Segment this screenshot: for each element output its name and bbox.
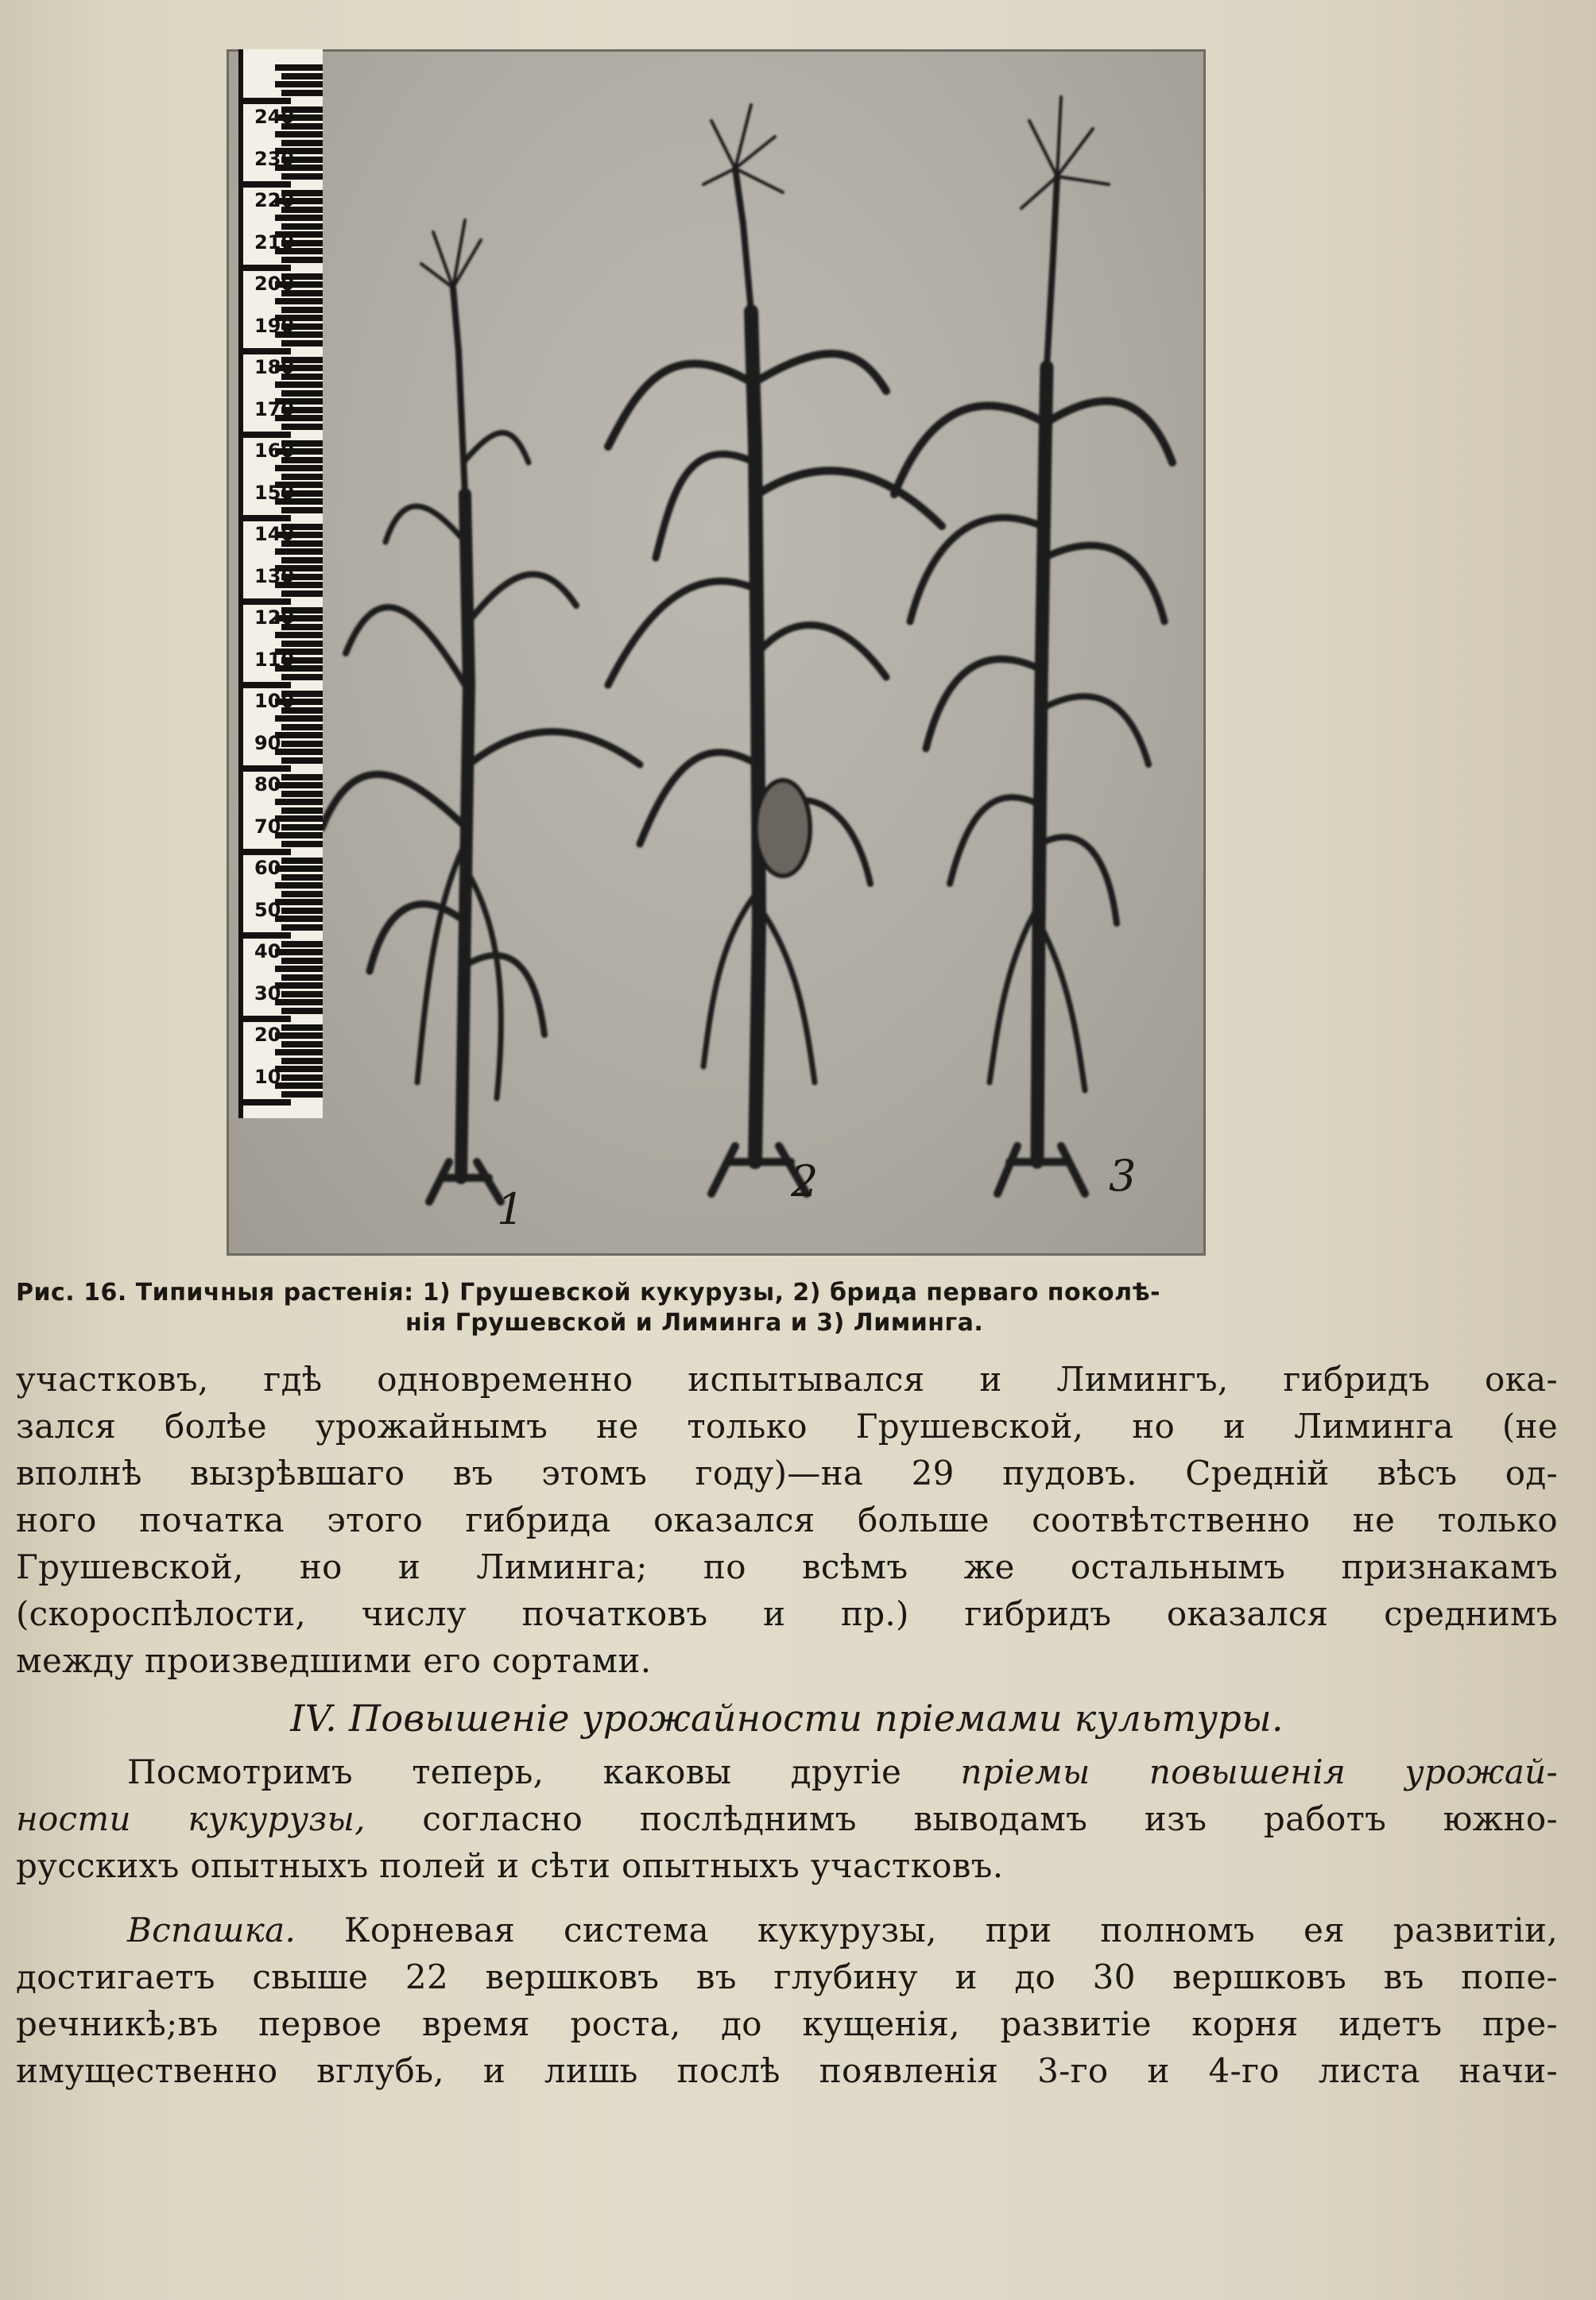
text-span: Посмотримъ теперь, каковы другіе <box>127 1752 961 1791</box>
text-line: речникѣ;въ первое время роста, до кущенія, развитіе корня идетъ пре- <box>16 2004 1558 2043</box>
ruler-label: 130 <box>254 564 295 587</box>
ruler-label: 20 <box>254 1024 281 1046</box>
ruler-label: 90 <box>254 731 281 754</box>
ruler-tick <box>275 632 323 638</box>
ruler-tick <box>243 932 291 939</box>
ruler-tick <box>281 73 323 79</box>
ruler-tick <box>281 674 323 680</box>
text-line: зался болѣе урожайнымъ не только Грушевской, но и Лиминга (не <box>16 1407 1558 1446</box>
ruler-tick <box>281 1008 323 1014</box>
text-span: согласно послѣднимъ выводамъ изъ работъ южно- <box>365 1799 1558 1838</box>
ruler-tick <box>281 474 323 480</box>
ruler-tick <box>275 1032 323 1039</box>
text-line: ного початка этого гибрида оказался больше соотвѣтственно не только <box>16 1500 1558 1539</box>
italic-phrase: пріемы повышенія урожай- <box>960 1752 1559 1791</box>
text-line: Грушевской, но и Лиминга; по всѣмъ же остальнымъ признакамъ <box>16 1547 1558 1586</box>
ruler-label: 70 <box>254 815 281 838</box>
ruler-label: 140 <box>254 523 295 545</box>
ruler-tick <box>243 1099 291 1105</box>
plant-number-3: 3 <box>1109 1151 1137 1201</box>
ruler-label: 220 <box>254 189 295 211</box>
ruler-tick <box>243 98 291 104</box>
ruler-tick <box>275 381 323 388</box>
ruler-label: 240 <box>254 106 295 128</box>
ruler-tick <box>281 507 323 513</box>
ruler-tick <box>281 1041 323 1047</box>
ruler-tick <box>281 974 323 981</box>
italic-phrase: ности кукурузы, <box>16 1799 366 1838</box>
ruler-tick <box>281 1024 323 1031</box>
ruler-tick <box>281 958 323 964</box>
maize-plants-photo <box>227 49 1206 1256</box>
ruler-tick <box>275 815 323 822</box>
ruler-tick <box>243 1016 291 1022</box>
ruler-tick <box>281 641 323 647</box>
ruler-tick <box>281 1074 323 1081</box>
ruler-tick <box>243 515 291 521</box>
ruler-tick <box>275 1082 323 1089</box>
ruler-label: 190 <box>254 314 295 337</box>
ruler-tick <box>281 741 323 747</box>
ruler-label: 180 <box>254 356 295 378</box>
ruler-label: 60 <box>254 857 281 879</box>
ruler-label: 210 <box>254 230 295 254</box>
ruler-tick <box>275 949 323 955</box>
ruler-tick <box>243 432 291 438</box>
ruler-tick <box>275 916 323 922</box>
ruler-label: 150 <box>254 481 295 504</box>
ruler-tick <box>275 982 323 989</box>
ruler-tick <box>281 557 323 563</box>
text-line: участковъ, гдѣ одновременно испытывался и Лимингъ, гибридъ ока- <box>16 1360 1558 1399</box>
ruler-tick <box>243 765 291 772</box>
ruler-tick <box>281 173 323 180</box>
ruler-tick <box>281 941 323 947</box>
ruler-tick <box>275 899 323 905</box>
ruler-label: 30 <box>254 982 281 1005</box>
ruler-tick <box>275 64 323 71</box>
ruler-tick <box>281 891 323 897</box>
text-span: Корневая система кукурузы, при полномъ ея развитіи, <box>296 1911 1558 1950</box>
caption-line-1: Рис. 16. Типичныя растенія: 1) Грушевской кукурузы, 2) брида перваго поколѣ- <box>16 1279 1161 1307</box>
figure-caption <box>16 1278 1590 1338</box>
ruler-label: 110 <box>254 648 295 671</box>
ruler-tick <box>281 874 323 881</box>
ruler-tick <box>275 882 323 889</box>
ruler-tick <box>281 257 323 263</box>
measuring-ruler <box>238 49 323 1118</box>
ruler-tick <box>281 424 323 430</box>
italic-term: Вспашка. <box>127 1911 296 1950</box>
ruler-tick <box>281 791 323 797</box>
ruler-tick <box>275 81 323 87</box>
text-line <box>16 1795 1558 1842</box>
ruler-tick <box>281 1058 323 1064</box>
ruler-label: 230 <box>254 147 295 170</box>
ruler-tick <box>281 90 323 96</box>
ruler-tick <box>275 966 323 972</box>
ruler-tick <box>243 265 291 271</box>
ruler-tick <box>281 307 323 313</box>
text-line: (скороспѣлости, числу початковъ и пр.) гибридъ оказался среднимъ <box>16 1594 1558 1633</box>
ruler-label: 120 <box>254 606 295 629</box>
ruler-tick <box>275 782 323 788</box>
ruler-tick <box>275 999 323 1005</box>
section-heading: IV. Повышеніе урожайности пріемами культуры. <box>290 1697 1284 1740</box>
ruler-tick <box>275 832 323 838</box>
caption-line-2: нія Грушевской и Лиминга и 3) Лиминга. <box>405 1309 984 1337</box>
ruler-tick <box>281 757 323 764</box>
ruler-tick <box>281 807 323 814</box>
ruler-tick <box>275 799 323 805</box>
text-line <box>16 1748 1558 1795</box>
text-line: имущественно вглубь, и лишь послѣ появленія 3-го и 4-го листа начи- <box>16 2051 1558 2090</box>
ruler-label: 200 <box>254 273 295 295</box>
ruler-tick <box>281 340 323 347</box>
ruler-tick <box>281 841 323 847</box>
ruler-tick <box>281 140 323 146</box>
ruler-tick <box>243 598 291 605</box>
ruler-tick <box>281 991 323 997</box>
ruler-label: 50 <box>254 898 281 921</box>
ruler-tick <box>275 1066 323 1072</box>
ruler-tick <box>275 749 323 755</box>
ruler-label: 100 <box>254 690 295 712</box>
ruler-tick <box>275 298 323 304</box>
ruler-label: 40 <box>254 940 281 962</box>
ruler-tick <box>275 215 323 221</box>
plant-number-1: 1 <box>497 1184 525 1234</box>
text-line: достигаетъ свыше 22 вершковъ въ глубину и до 30 вершковъ въ попе- <box>16 1957 1558 1996</box>
ruler-tick <box>275 1049 323 1055</box>
ruler-tick <box>281 1091 323 1098</box>
plant-number-2: 2 <box>791 1156 819 1206</box>
ruler-tick <box>281 824 323 831</box>
text-line <box>16 1907 1558 1953</box>
ruler-tick <box>281 774 323 780</box>
ruler-tick <box>275 732 323 738</box>
maize-plants-illustration <box>227 49 1206 1256</box>
ruler-tick <box>281 590 323 597</box>
ruler-label: 160 <box>254 439 295 462</box>
text-line: между произведшими его сортами. <box>16 1641 652 1680</box>
ruler-tick <box>281 858 323 864</box>
text-line: вполнѣ вызрѣвшаго въ этомъ году)—на 29 пудовъ. Средній вѣсъ од- <box>16 1454 1558 1493</box>
ruler-tick <box>281 908 323 914</box>
ruler-tick <box>275 548 323 555</box>
ruler-tick <box>275 465 323 471</box>
ruler-tick <box>281 223 323 230</box>
body-text <box>16 1356 1558 2094</box>
ruler-label: 80 <box>254 773 281 796</box>
ruler-tick <box>243 682 291 688</box>
ruler-label: 170 <box>254 397 295 420</box>
ruler-tick <box>275 131 323 137</box>
ruler-tick <box>243 348 291 354</box>
ruler-tick <box>243 181 291 188</box>
ruler-tick <box>275 715 323 722</box>
text-line: русскихъ опытныхъ полей и сѣти опытныхъ участковъ. <box>16 1846 1004 1885</box>
ruler-tick <box>281 724 323 730</box>
ruler-tick <box>281 924 323 931</box>
ruler-tick <box>281 390 323 397</box>
ruler-label: 10 <box>254 1065 281 1088</box>
ruler-tick <box>243 849 291 855</box>
ruler-tick <box>275 865 323 872</box>
